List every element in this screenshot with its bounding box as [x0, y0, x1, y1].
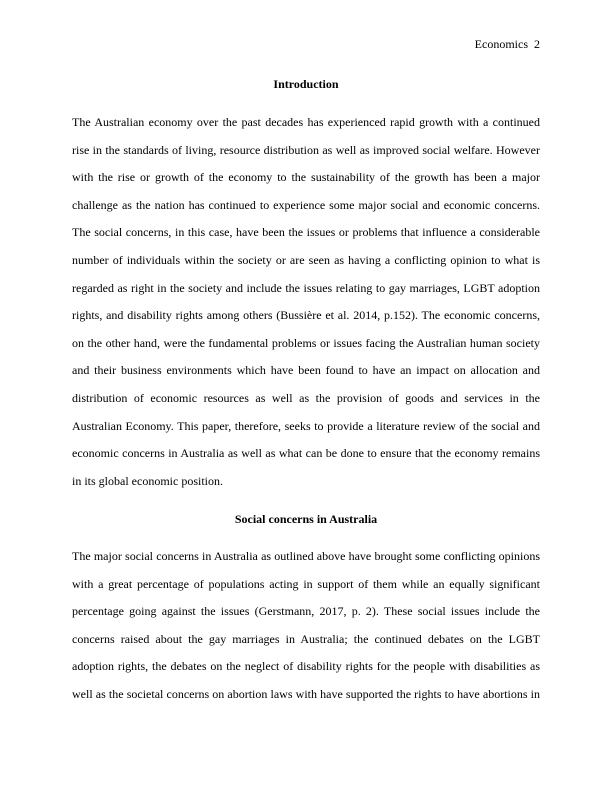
paragraph-line: Australian Economy. This paper, therefore, seeks to provide a literature review of the social and [72, 418, 540, 433]
paragraph-line: The Australian economy over the past decades has experienced rapid growth with a continued [72, 115, 540, 129]
paragraph-line: in its global economic position. [72, 473, 223, 488]
paragraph-line: rise in the standards of living, resource distribution as well as improved social welfare. However [72, 142, 540, 157]
paragraph-line: concerns raised about the gay marriages in Australia; the continued debates on the LGBT [72, 631, 540, 646]
paragraph-line: rights, and disability rights among others (Bussière et al. 2014, p.152). The economic concerns, [72, 308, 540, 323]
paragraph-line: The social concerns, in this case, have been the issues or problems that influence a considerable [72, 225, 540, 240]
introduction-paragraph [72, 115, 540, 501]
paragraph-line: distribution of economic resources as well as the provision of goods and services in the [72, 390, 540, 405]
paragraph-line: and their business environments which have been found to have an impact on allocation and [72, 363, 540, 378]
paragraph-line: regarded as right in the society and include the issues relating to gay marriages, LGBT adoption [72, 280, 540, 295]
introduction-heading: Introduction [273, 77, 339, 91]
social-concerns-paragraph [72, 549, 540, 715]
paragraph-line: adoption rights, the debates on the neglect of disability rights for the people with disabilities as [72, 659, 540, 674]
paragraph-line: percentage going against the issues (Gerstmann, 2017, p. 2). These social issues include the [72, 604, 540, 619]
page-number: 2 [534, 37, 540, 51]
paragraph-line: well as the societal concerns on abortion laws with have supported the rights to have abortions in [72, 686, 540, 701]
paragraph-line: with a great percentage of populations acting in support of them while an equally significant [72, 576, 540, 591]
running-head: Economics [474, 37, 528, 51]
paragraph-line: on the other hand, were the fundamental problems or issues facing the Australian human society [72, 335, 540, 350]
paragraph-line: with the rise or growth of the economy to the sustainability of the growth has been a major [72, 170, 540, 185]
paragraph-line: economic concerns in Australia as well as what can be done to ensure that the economy remains [72, 446, 540, 461]
social-concerns-heading: Social concerns in Australia [234, 512, 378, 526]
paragraph-line: challenge as the nation has continued to experience some major social and economic concerns. [72, 197, 540, 212]
paragraph-line: The major social concerns in Australia as outlined above have brought some conflicting opinions [72, 549, 540, 563]
page-header [475, 37, 540, 51]
paragraph-line: number of individuals within the society or are seen as having a conflicting opinion to what is [72, 252, 540, 267]
